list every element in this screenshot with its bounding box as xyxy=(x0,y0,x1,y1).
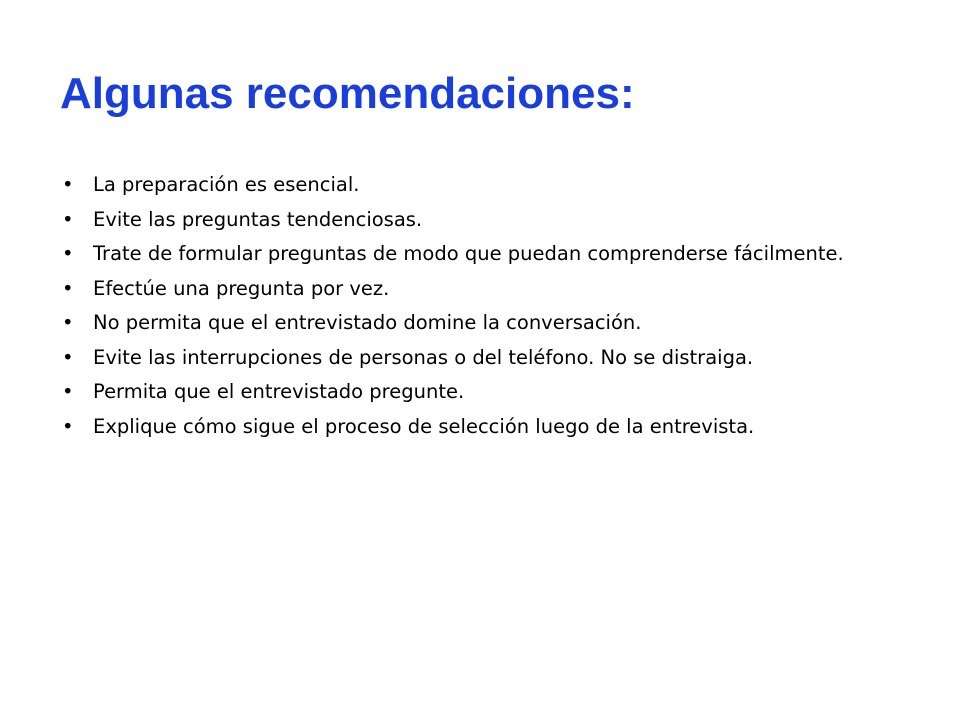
bullet-item xyxy=(62,207,922,233)
bullet-point-icon: • xyxy=(62,207,74,231)
bullet-item xyxy=(62,345,922,371)
bullet-point-icon: • xyxy=(62,414,74,438)
bullet-item xyxy=(62,172,922,198)
bullet-point-icon: • xyxy=(62,242,74,265)
bullet-item xyxy=(62,414,922,440)
bullet-point-icon: • xyxy=(62,311,74,334)
slide-title: Algunas recomendaciones: xyxy=(60,69,635,118)
bullet-text: Permita que el entrevistado pregunte. xyxy=(93,380,465,403)
bullet-text: Trate de formular preguntas de modo que puedan comprenderse fácilmente. xyxy=(93,242,844,265)
bullet-point-icon: • xyxy=(62,276,74,300)
bullet-point-icon: • xyxy=(62,345,74,369)
bullet-point-icon: • xyxy=(62,380,74,403)
bullet-item xyxy=(62,379,922,405)
bullet-item xyxy=(62,310,922,336)
bullet-item xyxy=(62,241,922,267)
bullet-text: Evite las preguntas tendenciosas. xyxy=(93,207,423,231)
bullet-text: Evite las interrupciones de personas o del teléfono. No se distraiga. xyxy=(93,345,754,369)
bullet-text: Efectúe una pregunta por vez. xyxy=(93,276,390,300)
bullet-text: La preparación es esencial. xyxy=(93,173,360,196)
bullet-text: Explique cómo sigue el proceso de selección luego de la entrevista. xyxy=(93,414,755,438)
bullet-point-icon: • xyxy=(62,173,74,196)
bullet-list xyxy=(62,172,922,448)
bullet-text: No permita que el entrevistado domine la conversación. xyxy=(93,311,642,334)
bullet-item xyxy=(62,276,922,302)
